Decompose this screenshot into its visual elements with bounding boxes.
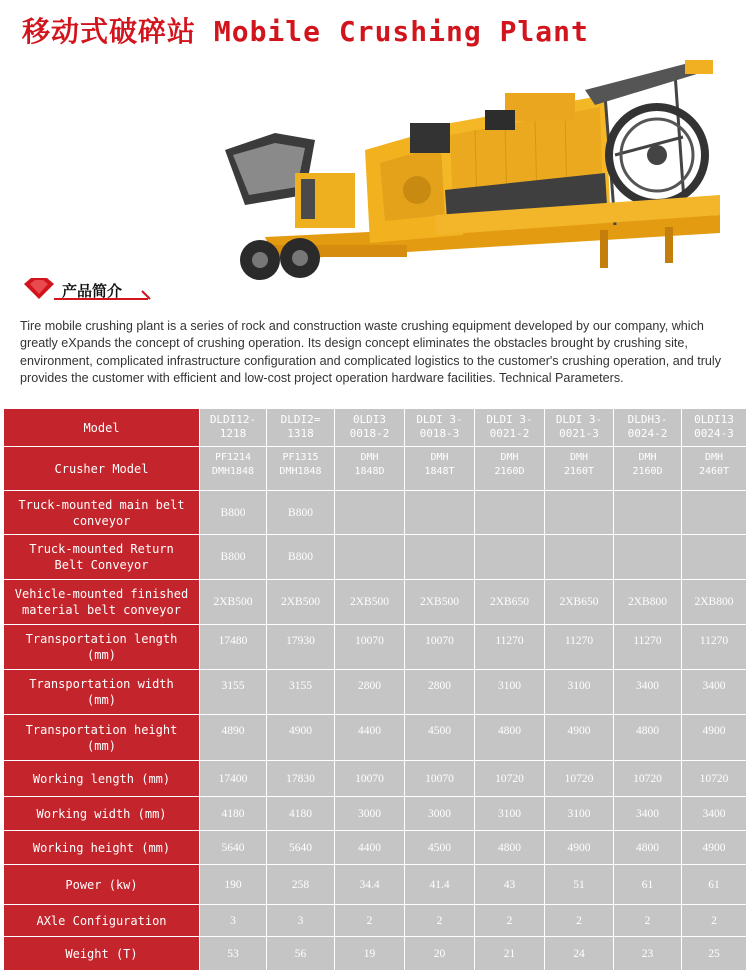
row-label: Crusher Model	[4, 447, 200, 491]
row-label: Working width (mm)	[4, 797, 200, 831]
table-cell: DMH 2460T	[682, 447, 747, 491]
row-label: Vehicle-mounted finished material belt conveyor	[4, 580, 200, 625]
table-cell	[614, 535, 682, 580]
table-cell: 11270	[682, 625, 747, 670]
table-cell: 4890	[200, 715, 267, 761]
row-label: Working height (mm)	[4, 831, 200, 865]
table-cell: 11270	[614, 625, 682, 670]
technical-parameters-table	[3, 408, 747, 971]
table-cell: 4900	[682, 831, 747, 865]
table-cell	[545, 535, 614, 580]
table-cell	[614, 491, 682, 535]
table-row	[4, 831, 747, 865]
table-cell	[545, 491, 614, 535]
table-cell: 2XB800	[614, 580, 682, 625]
table-cell: 4180	[267, 797, 335, 831]
table-cell: DLDI 3- 0021-2	[475, 409, 545, 447]
table-cell	[405, 535, 475, 580]
table-row	[4, 580, 747, 625]
table-cell: DMH 1848D	[335, 447, 405, 491]
table-cell: 4180	[200, 797, 267, 831]
table-cell: 0LDI13 0024-3	[682, 409, 747, 447]
row-label: Transportation length (mm)	[4, 625, 200, 670]
table-cell: 4800	[614, 715, 682, 761]
table-cell: B800	[200, 535, 267, 580]
table-cell: 3	[267, 905, 335, 937]
table-row	[4, 937, 747, 971]
table-cell: 21	[475, 937, 545, 971]
table-cell: 2800	[335, 670, 405, 715]
table-cell: 2	[405, 905, 475, 937]
table-cell: 3000	[335, 797, 405, 831]
table-cell	[475, 491, 545, 535]
table-cell: 11270	[545, 625, 614, 670]
table-cell: 10720	[475, 761, 545, 797]
table-cell	[405, 491, 475, 535]
row-label: Power (kw)	[4, 865, 200, 905]
table-cell: 4800	[475, 715, 545, 761]
table-cell: 19	[335, 937, 405, 971]
table-cell: 43	[475, 865, 545, 905]
table-cell: 3155	[200, 670, 267, 715]
table-cell: 258	[267, 865, 335, 905]
table-row	[4, 670, 747, 715]
table-cell: DLDI2= 1318	[267, 409, 335, 447]
table-cell: B800	[200, 491, 267, 535]
table-cell: 2	[614, 905, 682, 937]
table-cell: 61	[682, 865, 747, 905]
table-cell: 11270	[475, 625, 545, 670]
table-cell: 4500	[405, 831, 475, 865]
table-cell: 3155	[267, 670, 335, 715]
section-label: 产品简介	[62, 282, 123, 300]
table-cell: 4900	[682, 715, 747, 761]
table-cell	[682, 491, 747, 535]
table-row	[4, 409, 747, 447]
table-cell: 20	[405, 937, 475, 971]
mobile-crushing-plant-image	[205, 55, 725, 285]
table-cell: 25	[682, 937, 747, 971]
table-cell: 2XB500	[267, 580, 335, 625]
table-cell: 2	[545, 905, 614, 937]
table-cell: 5640	[200, 831, 267, 865]
table-cell: 4400	[335, 831, 405, 865]
table-cell: 41.4	[405, 865, 475, 905]
table-cell: 10070	[335, 761, 405, 797]
table-row	[4, 865, 747, 905]
table-cell: 61	[614, 865, 682, 905]
table-cell: DLDH3- 0024-2	[614, 409, 682, 447]
intro-paragraph: Tire mobile crushing plant is a series of rock and construction waste crushing equipment developed by our company, which greatly eXpands the concept of crushing operation. Its design concept eliminates the obstacles brought by crushing site, environment, complicated infrastructure configuration and complicated logistics to the customer's crushing operation, and truly provides the customer with efficient and low-cost project operation hardware facilities. Technical Parameters.	[20, 319, 722, 385]
table-cell	[335, 491, 405, 535]
table-cell: 3	[200, 905, 267, 937]
table-cell: 24	[545, 937, 614, 971]
table-cell: 4900	[267, 715, 335, 761]
table-cell: DMH 2160D	[614, 447, 682, 491]
table-cell: B800	[267, 491, 335, 535]
table-cell: 190	[200, 865, 267, 905]
table-cell: 2XB650	[475, 580, 545, 625]
table-cell: 53	[200, 937, 267, 971]
table-cell: DMH 1848T	[405, 447, 475, 491]
table-cell: 2XB500	[405, 580, 475, 625]
row-label: Model	[4, 409, 200, 447]
table-cell: 4800	[475, 831, 545, 865]
table-cell: 3000	[405, 797, 475, 831]
table-cell: 3400	[682, 797, 747, 831]
table-cell: 51	[545, 865, 614, 905]
section-heading	[20, 270, 160, 310]
page-title: 移动式破碎站 Mobile Crushing Plant	[22, 15, 589, 48]
row-label: Transportation width (mm)	[4, 670, 200, 715]
table-row	[4, 447, 747, 491]
table-cell: 3400	[682, 670, 747, 715]
table-cell: 2	[682, 905, 747, 937]
table-cell: 2XB800	[682, 580, 747, 625]
table-cell: PF1315 DMH1848	[267, 447, 335, 491]
table-cell: DLDI12- 1218	[200, 409, 267, 447]
table-cell: 2XB500	[335, 580, 405, 625]
table-cell: 34.4	[335, 865, 405, 905]
table-cell: 17930	[267, 625, 335, 670]
table-cell	[682, 535, 747, 580]
table-cell: 3100	[545, 797, 614, 831]
table-row	[4, 535, 747, 580]
table-cell: 17400	[200, 761, 267, 797]
table-cell: 3400	[614, 670, 682, 715]
table-cell: 0LDI3 0018-2	[335, 409, 405, 447]
table-cell: 5640	[267, 831, 335, 865]
table-cell: 4500	[405, 715, 475, 761]
table-cell: 3100	[475, 670, 545, 715]
table-cell: 3400	[614, 797, 682, 831]
table-cell: DLDI 3- 0018-3	[405, 409, 475, 447]
row-label: Weight (T)	[4, 937, 200, 971]
table-cell: 17830	[267, 761, 335, 797]
table-cell: 56	[267, 937, 335, 971]
table-cell: 4400	[335, 715, 405, 761]
table-cell	[475, 535, 545, 580]
table-cell: 4900	[545, 715, 614, 761]
row-label: Truck-mounted main belt conveyor	[4, 491, 200, 535]
table-cell: 23	[614, 937, 682, 971]
table-cell: 10070	[405, 761, 475, 797]
table-cell: 10720	[682, 761, 747, 797]
table-cell: 10720	[614, 761, 682, 797]
table-cell: 10720	[545, 761, 614, 797]
table-cell: 2800	[405, 670, 475, 715]
table-row	[4, 715, 747, 761]
table-row	[4, 625, 747, 670]
table-cell: DLDI 3- 0021-3	[545, 409, 614, 447]
table-row	[4, 761, 747, 797]
table-row	[4, 905, 747, 937]
table-cell: 2	[475, 905, 545, 937]
table-cell: 3100	[545, 670, 614, 715]
table-cell: 3100	[475, 797, 545, 831]
row-label: AXle Configuration	[4, 905, 200, 937]
table-cell: 4900	[545, 831, 614, 865]
table-cell	[335, 535, 405, 580]
table-cell: 4800	[614, 831, 682, 865]
row-label: Working length (mm)	[4, 761, 200, 797]
table-cell: 2XB650	[545, 580, 614, 625]
table-cell: 10070	[405, 625, 475, 670]
table-cell: DMH 2160D	[475, 447, 545, 491]
table-cell: 17480	[200, 625, 267, 670]
table-cell: PF1214 DMH1848	[200, 447, 267, 491]
table-row	[4, 491, 747, 535]
table-cell: B800	[267, 535, 335, 580]
table-cell: 2XB500	[200, 580, 267, 625]
row-label: Transportation height (mm)	[4, 715, 200, 761]
table-row	[4, 797, 747, 831]
table-cell: 2	[335, 905, 405, 937]
table-cell: DMH 2160T	[545, 447, 614, 491]
table-cell: 10070	[335, 625, 405, 670]
row-label: Truck-mounted Return Belt Conveyor	[4, 535, 200, 580]
